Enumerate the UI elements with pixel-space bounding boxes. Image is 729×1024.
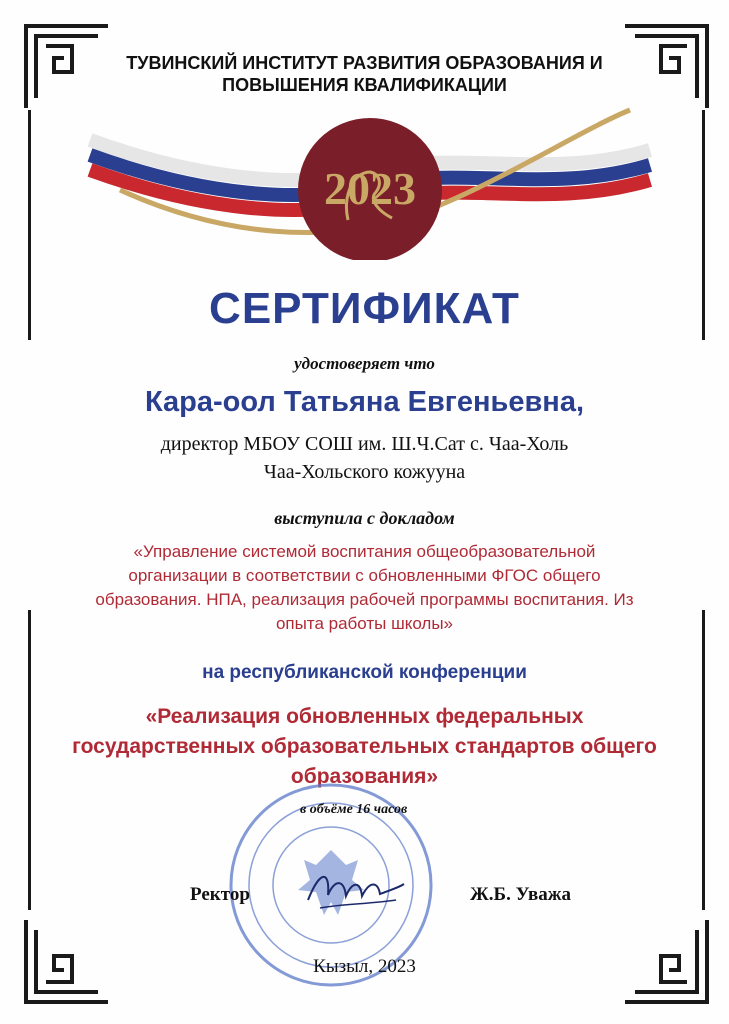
report-line3: образования. НПА, реализация рабочей программы воспитания. Из <box>95 590 634 609</box>
report-line4: опыта работы школы» <box>275 614 454 633</box>
position-line1: директор МБОУ СОШ им. Ш.Ч.Сат с. Чаа-Холь <box>160 433 569 455</box>
ornament-border-left-bottom <box>28 610 31 910</box>
course-volume: в объёме 16 часов <box>300 802 408 817</box>
institute-name-line1: ТУВИНСКИЙ ИНСТИТУТ РАЗВИТИЯ ОБРАЗОВАНИЯ И <box>126 53 603 73</box>
presented-text: выступила с докладом <box>274 508 455 528</box>
conference-line3: образования» <box>290 765 439 788</box>
report-line2: организации в соответствии с обновленными ФГОС общего <box>128 566 601 585</box>
conference-intro: на республиканской конференции <box>202 662 527 683</box>
position-line2: Чаа-Хольского кожууна <box>263 461 466 483</box>
institute-name <box>0 52 729 96</box>
conference-title <box>50 702 679 792</box>
rector-label: Ректор <box>190 884 250 905</box>
report-line1: «Управление системой воспитания общеобразовательной <box>133 542 596 561</box>
place-and-year: Кызыл, 2023 <box>313 956 416 977</box>
certificate-title: СЕРТИФИКАТ <box>209 284 520 333</box>
rector-signature <box>300 860 410 920</box>
report-title <box>70 540 659 636</box>
emblem-year: 2023 <box>324 163 416 214</box>
conference-line2: государственных образовательных стандартов общего <box>72 735 657 758</box>
institute-name-line2: ПОВЫШЕНИЯ КВАЛИФИКАЦИИ <box>222 75 507 95</box>
recipient-name: Кара-оол Татьяна Евгеньевна, <box>144 386 585 418</box>
rector-name: Ж.Б. Уважа <box>470 884 572 905</box>
year-2023-emblem <box>80 100 660 260</box>
conference-line1: «Реализация обновленных федеральных <box>145 705 584 728</box>
recipient-position <box>0 430 729 486</box>
certifies-text: удостоверяет что <box>294 354 435 373</box>
ornament-border-right-bottom <box>702 610 705 910</box>
